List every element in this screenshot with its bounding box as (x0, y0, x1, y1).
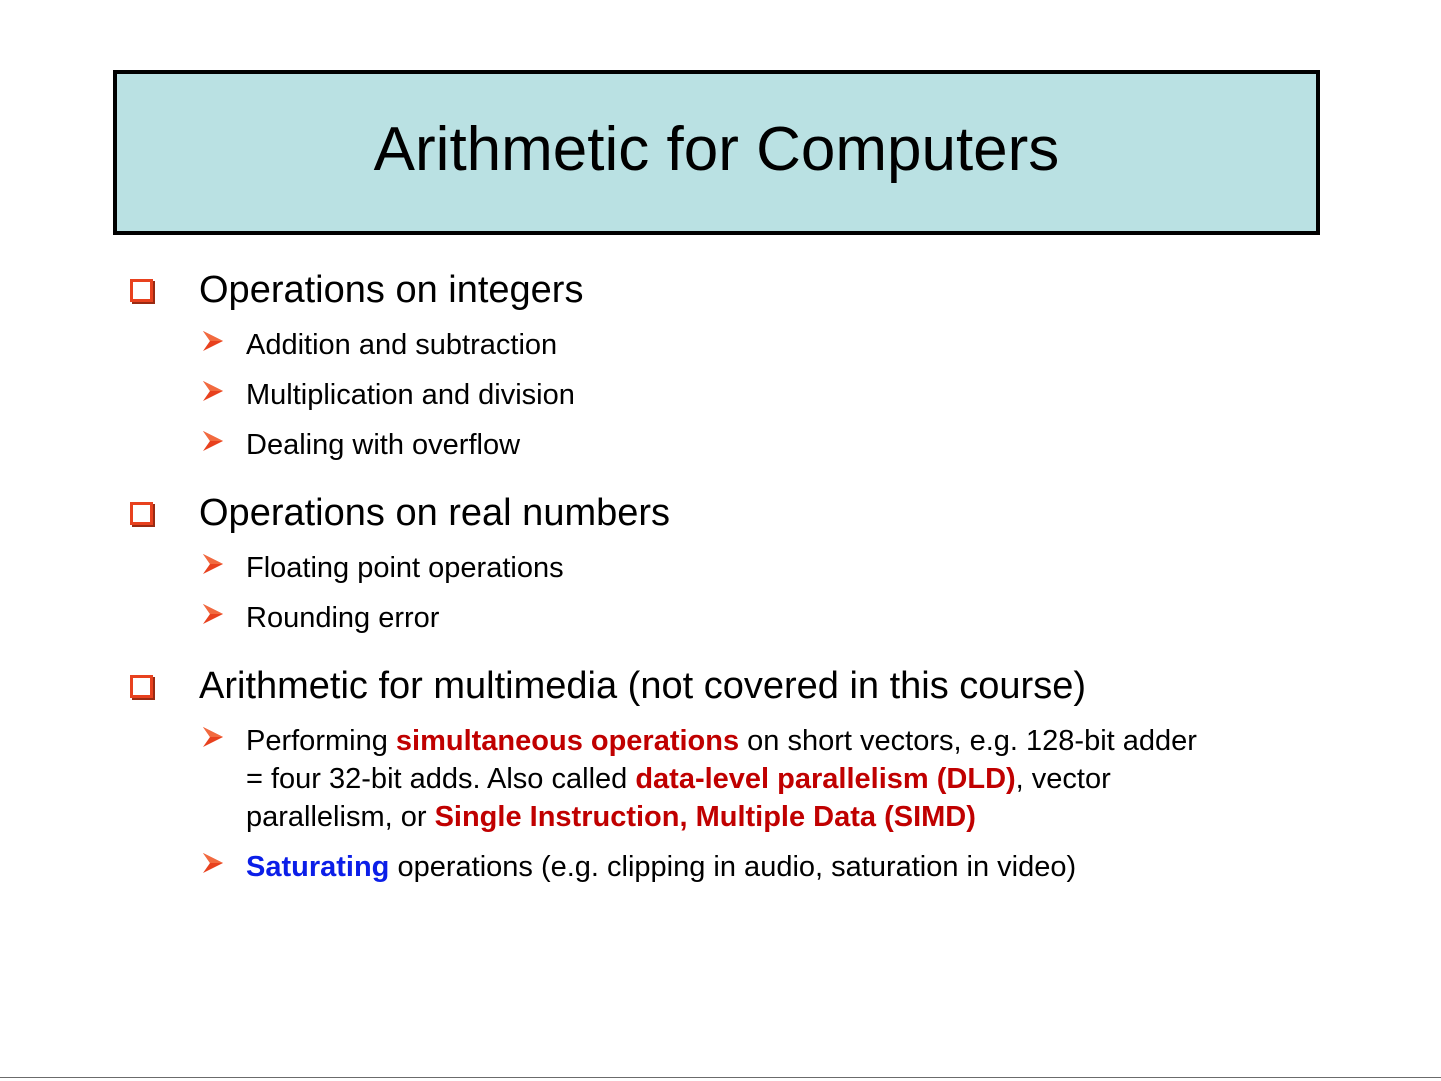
bullet-text: Operations on integers (199, 268, 584, 311)
hollow-square-icon (130, 279, 153, 302)
hollow-square-icon (130, 675, 153, 698)
text-line (246, 760, 1306, 798)
text-run: = four 32-bit adds. Also called (246, 763, 636, 795)
arrowhead-icon (202, 553, 224, 575)
arrowhead-icon (202, 726, 224, 748)
arrowhead-icon (202, 430, 224, 452)
text-run: on short vectors, e.g. 128-bit adder (739, 725, 1197, 757)
sub-bullet-text: Rounding error (246, 602, 440, 634)
sub-bullet-text: Multiplication and division (246, 379, 575, 411)
sub-bullet (202, 599, 439, 637)
arrowhead-icon (202, 852, 224, 874)
sub-bullet-text: Dealing with overflow (246, 429, 521, 461)
bottom-divider (0, 1077, 1441, 1078)
text-run: parallelism, or (246, 801, 435, 833)
bullet-multimedia (130, 664, 1086, 708)
text-run: Performing (246, 725, 396, 757)
slide-title-box (113, 70, 1320, 235)
highlight-simultaneous-operations: simultaneous operations (395, 725, 740, 757)
highlight-simd: Single Instruction, Multiple Data (SIMD) (434, 801, 976, 833)
bullet-integers (130, 268, 583, 312)
sub-bullet-saturating (202, 848, 1076, 886)
text-line (246, 798, 1306, 836)
arrowhead-icon (202, 330, 224, 352)
sub-bullet-simd (202, 722, 1306, 836)
text-run: operations (e.g. clipping in audio, saturation in video) (389, 851, 1077, 883)
arrowhead-icon (202, 603, 224, 625)
text-run: , vector (1015, 763, 1111, 795)
hollow-square-icon (130, 502, 153, 525)
sub-bullet (202, 326, 557, 364)
bullet-real-numbers (130, 491, 670, 535)
sub-bullet (202, 549, 564, 587)
sub-bullet (202, 426, 520, 464)
slide-title: Arithmetic for Computers (373, 114, 1060, 184)
sub-bullet-text (246, 848, 1076, 886)
arrowhead-icon (202, 380, 224, 402)
highlight-data-level-parallelism: data-level parallelism (DLD) (635, 763, 1016, 795)
bullet-text: Operations on real numbers (199, 491, 671, 534)
sub-bullet-text: Floating point operations (246, 552, 564, 584)
bullet-text: Arithmetic for multimedia (not covered in this course) (199, 664, 1086, 707)
sub-bullet (202, 376, 575, 414)
sub-bullet-text: Addition and subtraction (246, 329, 558, 361)
text-line (246, 722, 1306, 760)
highlight-saturating: Saturating (246, 851, 390, 883)
sub-bullet-text (246, 722, 1306, 836)
